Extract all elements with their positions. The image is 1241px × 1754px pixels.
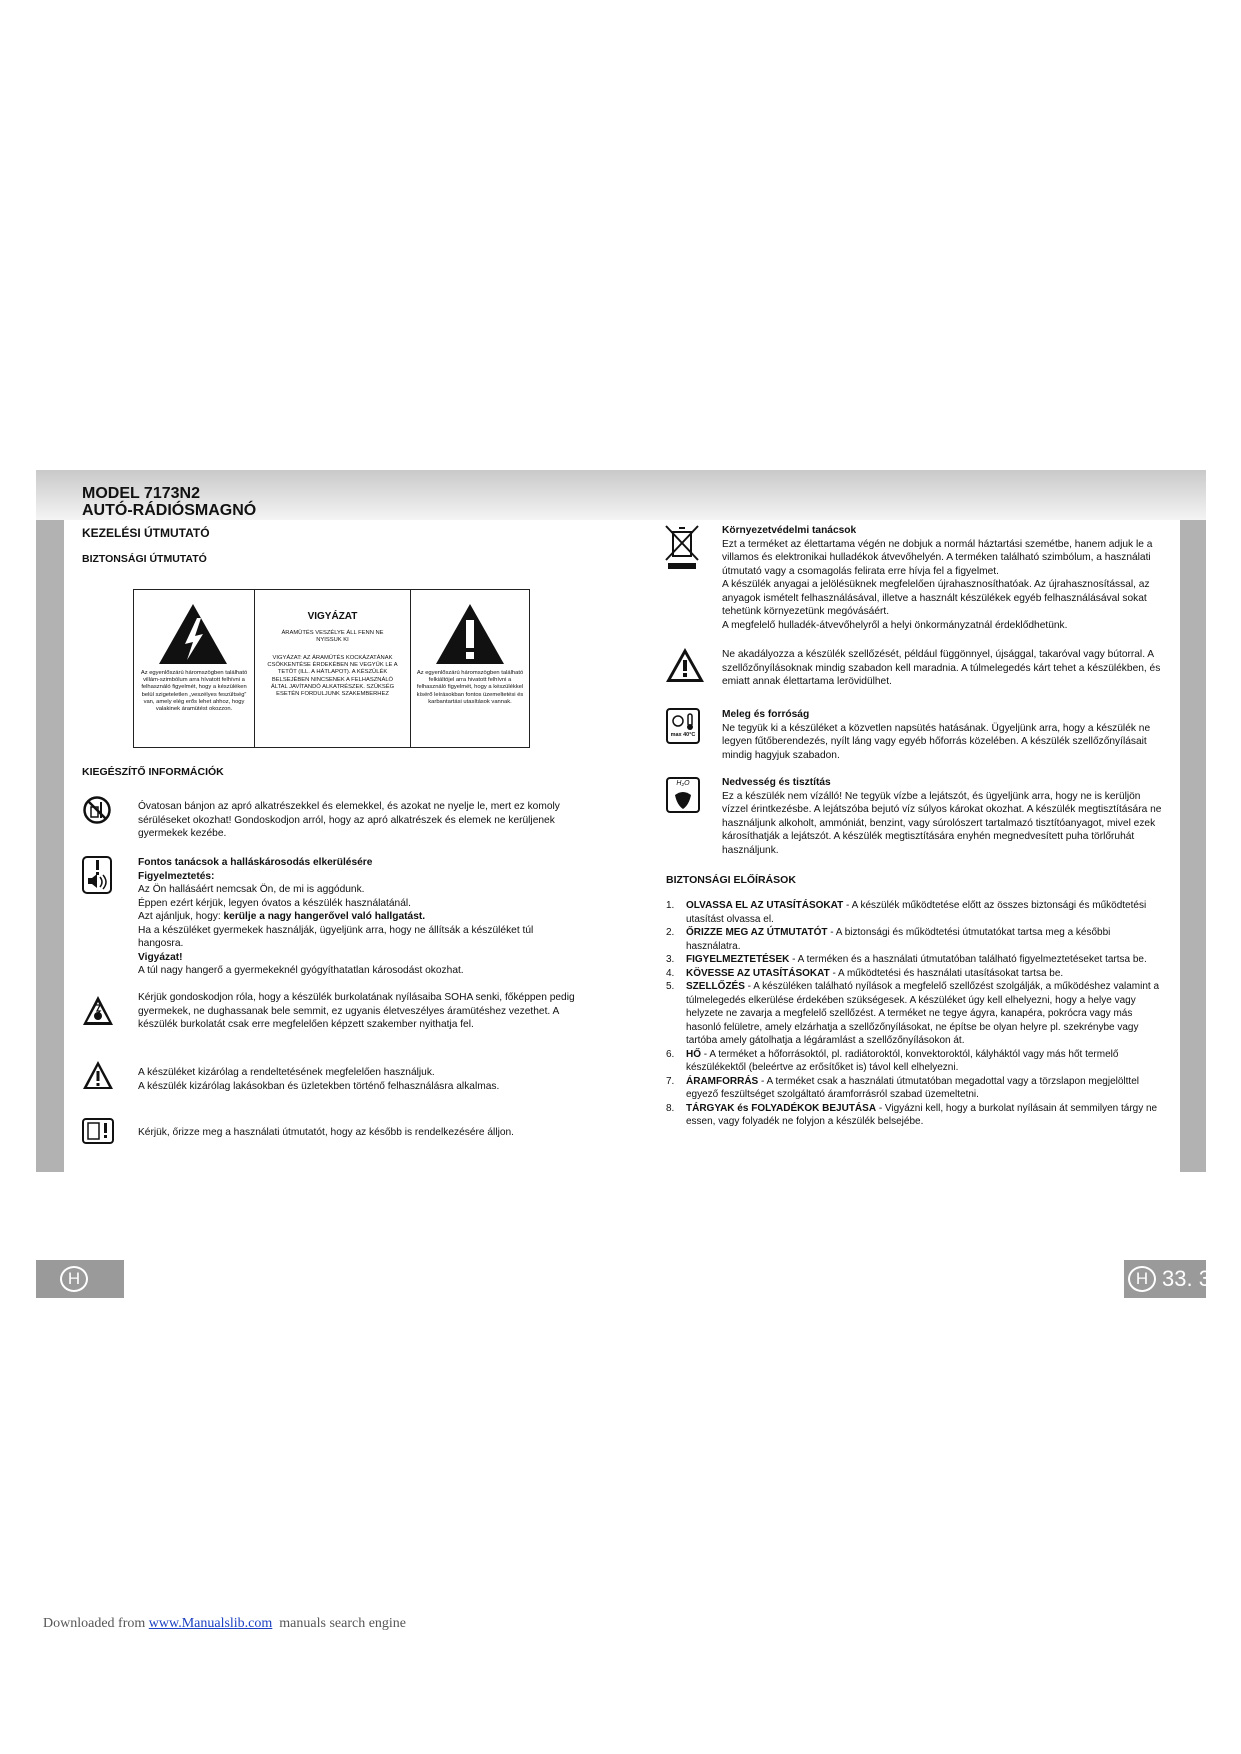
- hearing-warning-label: Figyelmeztetés:: [138, 870, 215, 882]
- hearing-recommend-bold: kerülje a nagy hangerővel való hallgatást.: [223, 911, 426, 922]
- precaution-item: [666, 980, 1166, 1048]
- heat-text: Ne tegyük ki a készüléket a közvetlen napsütés hatásának. Ügyeljünk arra, hogy a készülék ne legyen fűtőberendezés, nyílt láng vagy egyéb hőforrás közelében. A készülék szellőzőnyílásait mindig hagyjuk szabadon.: [722, 722, 1151, 761]
- warning-center-cell: [255, 590, 411, 747]
- environment-text: Ezt a terméket az élettartama végén ne dobjuk a normál háztartási szemétbe, hanem adjuk le a villamos és elektronikai hulladékok átvevőhelyén. A terméken található szimbólum, a használati útmutató vagy a csomagolás felirata erre hívja fel a figyelmet.: [722, 538, 1153, 577]
- hearing-line-3: [138, 910, 578, 924]
- warning-left-cell: [134, 590, 255, 747]
- heat-icon: [666, 708, 700, 744]
- hearing-caution: Vigyázat!: [138, 951, 183, 963]
- precaution-number: 4.: [666, 967, 675, 979]
- footer-prefix: Downloaded from: [43, 1616, 149, 1631]
- precaution-text: - A biztonsági és működtetési útmutatókat tartsa meg a későbbi használatra.: [686, 927, 1111, 952]
- page-number: 33. 3: [1162, 1266, 1211, 1291]
- precaution-text: - Vigyázni kell, hogy a burkolat nyílásain át semmilyen tárgy ne essen, vagy folyadék ne folyjon a készülék belsejébe.: [686, 1102, 1158, 1127]
- ventilation-text: Ne akadályozza a készülék szellőzését, például függönnyel, újsággal, takaróval vagy bútorral. A szellőzőnyílásoknak mindig szabadon kell maradnia. A túlmelegedés kárt tehet a készülékben, és emiatt annak élettartama lerövidülhet.: [722, 649, 1161, 687]
- moisture-section: [722, 776, 1162, 857]
- weee-bin-icon: [664, 524, 700, 570]
- environment-text-3: A megfelelő hulladék-átvevőhelyről a helyi önkormányzatnál érdeklődhetünk.: [722, 619, 1068, 631]
- precaution-heading: TÁRGYAK és FOLYADÉKOK BEJUTÁSA: [686, 1102, 877, 1114]
- sun-thermometer-icon: [668, 711, 698, 731]
- moisture-icon: [666, 777, 700, 813]
- intended-use: [138, 1066, 578, 1093]
- hearing-line-5: A túl nagy hangerő a gyermekeknél gyógyíthatatlan károsodást okozhat.: [138, 965, 464, 976]
- hearing-warning-icon: [82, 856, 112, 894]
- precaution-heading: KÖVESSE AZ UTASÍTÁSOKAT: [686, 967, 830, 979]
- footer-suffix: manuals search engine: [272, 1616, 407, 1631]
- left-side-bar: [36, 520, 64, 1172]
- download-footer: [43, 1616, 406, 1632]
- small-parts-text: Óvatosan bánjon az apró alkatrészekkel és elemekkel, és azokat ne nyelje le, mert ez komoly sérüléseket okozhat! Gondoskodjon arról, hogy az apró alkatrészek és elemek ne kerüljenek gyermekek kezébe.: [138, 801, 560, 839]
- model-number: MODEL 7173N2: [82, 485, 200, 502]
- manual-title: KEZELÉSI ÚTMUTATÓ: [82, 526, 210, 540]
- lightning-explanation: Az egyenlőszárú háromszögben található villám-szimbólum arra hívatott felhívni a felhasználó figyelmét, hogy a készüléken belül szigeteletlen „veszélyes feszültség” van, amely elég erős lehet ahhoz, hogy valakinek áramütést okozzon.: [140, 670, 248, 713]
- warning-box: [133, 589, 530, 748]
- moisture-text: Ez a készülék nem vízálló! Ne tegyük vízbe a lejátszót, és ügyeljünk arra, hogy ne is kerüljön vízzel érintkezésbe. A lejátszóba bejutó víz súlyos károkat okozhat. A készülék megtisztítására ne használjunk alkoholt, ammóniát, benzint, vagy súrolószert tartalmazó tisztítóanyagot, mivel ezek károsíthatják a lejátszót. A készülék megtisztítására enyhén megnedvesített puha törlőruhát használjunk.: [722, 790, 1162, 856]
- hearing-section: [138, 856, 578, 978]
- precaution-number: 2.: [666, 927, 675, 938]
- caution-cover-line: VIGYÁZAT: AZ ÁRAMÜTÉS KOCKÁZATÁNAK CSÖKKENTÉSE ÉRDEKÉBEN NE VEGYÜK LE A TETŐT (ILL. A HÁTLAPOT). A KÉSZÜLÉK BELSEJÉBEN NINCSENEK A FELHASZNÁLÓ ÁLTAL JAVÍTANDÓ ALKATRÉSZEK. SZÜKSÉG ESETÉN FORDULJUNK SZAKEMBERHEZ: [267, 655, 398, 698]
- precaution-text: - A készüléken található nyílások a megfelelő szellőzést szolgálják, a működéshez valamint a túlmelegedés elkerülése érdekében szükségesek. A készüléket úgy kell elhelyezni, hogy a helye vagy helyzete ne zavarja a megfelelő szellőzést. A terméket ne tegye ágyra, kanapéra, pokrócra vagy más hasonló felületre, amely elzárhatja a szellőzőnyílásokat, ne építse be olyan helyre pl. szekrénybe vagy tartóba amely gátolhatja a légáramlást a szellőzőnyílásokon át.: [686, 981, 1160, 1046]
- right-page-tab: [1124, 1260, 1211, 1298]
- precaution-number: 8.: [666, 1102, 675, 1114]
- precaution-heading: ÁRAMFORRÁS: [686, 1075, 759, 1087]
- intended-use-line-2: A készülék kizárólag lakásokban és üzletekben történő felhasználásra alkalmas.: [138, 1080, 500, 1092]
- hearing-title: Fontos tanácsok a halláskárosodás elkerülésére: [138, 857, 373, 868]
- hearing-recommend-text: Azt ajánljuk, hogy:: [138, 911, 224, 922]
- precaution-text: - A terméket a hőforrásoktól, pl. radiátoroktól, konvektoroktól, kályháktól vagy más hőt termelő készülékektől (beleértve az erősítőket is) távol kell elhelyezni.: [686, 1048, 1119, 1073]
- moisture-icon-label: H₂O: [676, 780, 690, 787]
- manualslib-link[interactable]: www.Manualslib.com: [148, 1616, 273, 1631]
- keep-manual-text: Kérjük, őrizze meg a használati útmutatót, hogy az később is rendelkezésére álljon.: [138, 1127, 515, 1138]
- precaution-item: [666, 1048, 1166, 1075]
- precaution-item: [666, 953, 1166, 967]
- precaution-number: 3.: [666, 954, 675, 965]
- shock-hazard-icon: [82, 995, 114, 1027]
- supplementary-title: KIEGÉSZÍTŐ INFORMÁCIÓK: [82, 766, 224, 778]
- hearing-line-1: Az Ön hallásáért nemcsak Ön, de mi is aggódunk.: [138, 884, 365, 895]
- product-name: AUTÓ-RÁDIÓSMAGNÓ: [82, 502, 257, 519]
- environment-title: Környezetvédelmi tanácsok: [722, 525, 857, 536]
- precaution-number: 6.: [666, 1048, 675, 1060]
- precaution-heading: OLVASSA EL AZ UTASÍTÁSOKAT: [686, 900, 844, 911]
- environment-text-2: A készülék anyagai a jelölésüknek megfelelően újrahasznosíthatóak. Az újrahasznosítással, az anyagok ismételt felhasználásával, illetve a használt készülékek egyéb felhasználásával sokat tehetünk környezetünk megóvásáért.: [722, 579, 1150, 617]
- caution-shock-line: ÁRAMÜTÉS VESZÉLYE ÁLL FENN NE NYISSUK KI: [281, 630, 384, 644]
- no-small-parts-icon: [83, 796, 111, 824]
- language-badge-right: H: [1128, 1266, 1156, 1292]
- exclamation-explanation: Az egyenlőszárú háromszögben található felkiáltójel arra hivatott felhívni a felhasználó figyelmét, hogy a készülékkel kísérő leírásokban fontos üzemeltetési és karbantartási utasítások vannak.: [416, 670, 524, 705]
- hearing-line-4: Ha a készüléket gyermekek használják, ügyeljünk arra, hogy ne állítsák a készüléket túl hangosra.: [138, 924, 534, 949]
- precautions-title: BIZTONSÁGI ELŐÍRÁSOK: [666, 874, 796, 886]
- lightning-triangle-icon: [157, 602, 229, 666]
- ventilation-warning-icon: [665, 647, 705, 683]
- exclamation-triangle-icon: [434, 602, 506, 666]
- left-page-tab: [36, 1260, 124, 1298]
- precaution-number: 5.: [666, 981, 675, 992]
- warning-right-cell: [411, 590, 529, 747]
- precaution-item: [666, 1075, 1166, 1102]
- precaution-text: - A működtetési és használati utasításokat tartsa be.: [829, 967, 1064, 979]
- hearing-line-2: Éppen ezért kérjük, legyen óvatos a készülék használatánál.: [138, 897, 411, 909]
- precaution-text: - A terméket csak a használati útmutatóban megadottal vagy a törzslapon megjelölttel egyező feszültséget szolgáltató áramforrásról szabad üzemeltetni.: [686, 1075, 1139, 1100]
- precautions-list: [666, 899, 1166, 1129]
- precaution-number: 7.: [666, 1075, 675, 1087]
- model-header: [82, 485, 256, 519]
- environment-section: [722, 524, 1162, 632]
- intended-use-line-1: A készüléket kizárólag a rendeltetésének megfelelően használjuk.: [138, 1067, 435, 1078]
- precaution-item: [666, 1102, 1166, 1129]
- precaution-text: - A készülék működtetése előtt az összes biztonsági és működtetési utasítást olvassa el.: [686, 900, 1147, 925]
- heat-icon-label: max 40°C: [670, 732, 696, 738]
- precaution-text: - A terméken és a használati útmutatóban található figyelmeztetéseket tartsa be.: [789, 954, 1147, 965]
- openings-text: Kérjük gondoskodjon róla, hogy a készülék burkolatának nyílásaiba SOHA senki, főképpen pedig gyermekek, ne dughassanak bele semmit, ez ugyanis életveszélyes áramütéshez vezethet. A készülék burkolatát csak erre megfelelően képzett szakember nyithatja fel.: [138, 992, 575, 1030]
- safety-title: BIZTONSÁGI ÚTMUTATÓ: [82, 553, 207, 565]
- precaution-item: [666, 967, 1166, 981]
- precaution-item: [666, 899, 1166, 926]
- precaution-number: 1.: [666, 900, 675, 911]
- precaution-item: [666, 926, 1166, 953]
- heat-title: Meleg és forróság: [722, 709, 810, 720]
- precaution-heading: HŐ: [686, 1048, 701, 1060]
- water-drop-icon: [668, 789, 698, 811]
- moisture-title: Nedvesség és tisztítás: [722, 777, 831, 788]
- heat-section: [722, 708, 1162, 762]
- caution-title: VIGYÁZAT: [307, 611, 358, 622]
- precaution-heading: ŐRIZZE MEG AZ ÚTMUTATÓT: [686, 927, 828, 938]
- manual-book-icon: [82, 1118, 114, 1144]
- precaution-heading: FIGYELMEZTETÉSEK: [686, 954, 790, 965]
- right-side-bar: [1180, 520, 1206, 1172]
- precaution-heading: SZELLŐZÉS: [686, 981, 745, 992]
- language-badge-left: H: [60, 1266, 88, 1292]
- caution-triangle-icon: [82, 1060, 114, 1090]
